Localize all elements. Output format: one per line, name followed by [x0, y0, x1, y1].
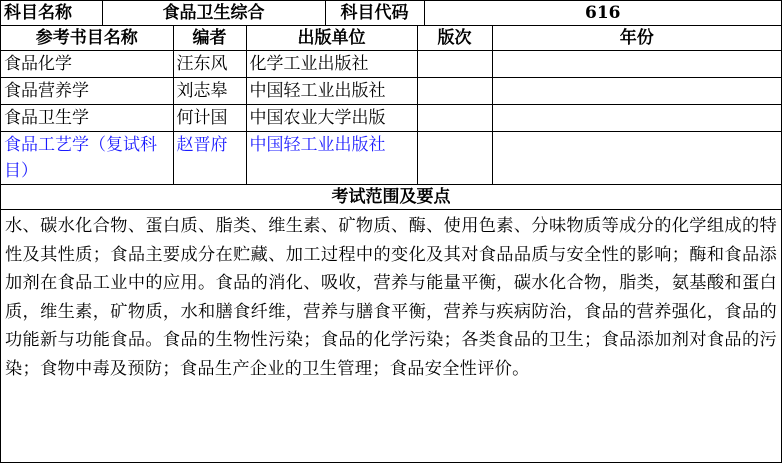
book-edition: [417, 78, 492, 105]
book-edition: [417, 132, 492, 185]
book-publisher: 中国轻工业出版社: [246, 78, 417, 105]
book-year: [492, 105, 781, 132]
table-row: [1, 78, 781, 105]
subject-code-label: 科目代码: [325, 1, 424, 26]
book-year: [492, 51, 781, 78]
table-row: [1, 51, 781, 78]
subject-name-label: 科目名称: [1, 1, 102, 26]
column-header-title: 参考书目名称: [1, 26, 173, 51]
column-header-publisher: 出版单位: [246, 26, 417, 51]
table-row: [1, 132, 781, 185]
scope-text: 水、碳水化合物、蛋白质、脂类、维生素、矿物质、酶、使用色素、分味物质等成分的化学组成的特性及其性质；食品主要成分在贮藏、加工过程中的变化及其对食品品质与安全性的影响；酶和食品添加剂在食品工业中的应用。食品的消化、吸收，营养与能量平衡，碳水化合物，脂类，氨基酸和蛋白质，维生素，矿物质，水和膳食纤维，营养与膳食平衡，营养与疾病防治，食品的营养强化，食品的功能新与功能食品。食品的生物性污染；食品的化学污染；各类食品的卫生；食品添加剂对食品的污染；食物中毒及预防；食品生产企业的卫生管理；食品安全性评价。: [5, 216, 777, 379]
subject-reference-table: [1, 1, 781, 26]
column-header-year: 年份: [492, 26, 781, 51]
subject-code-value: 616: [424, 1, 781, 26]
subject-header-row: [1, 1, 781, 26]
book-title: 食品卫生学: [1, 105, 173, 132]
book-editor: 何计国: [173, 105, 246, 132]
table-row: [1, 105, 781, 132]
reference-books-table: [1, 26, 781, 185]
book-editor: 汪东风: [173, 51, 246, 78]
column-header-edition: 版次: [417, 26, 492, 51]
book-publisher: 化学工业出版社: [246, 51, 417, 78]
book-year: [492, 78, 781, 105]
book-publisher: 中国轻工业出版社: [246, 132, 417, 185]
book-editor: 刘志皋: [173, 78, 246, 105]
scope-section-title: 考试范围及要点: [1, 185, 781, 210]
book-edition: [417, 51, 492, 78]
book-year: [492, 132, 781, 185]
reference-column-header-row: [1, 26, 781, 51]
book-publisher: 中国农业大学出版: [246, 105, 417, 132]
book-title: 食品营养学: [1, 78, 173, 105]
book-title: 食品工艺学（复试科目）: [1, 132, 173, 185]
column-header-editor: 编者: [173, 26, 246, 51]
book-edition: [417, 105, 492, 132]
book-title: 食品化学: [1, 51, 173, 78]
subject-name-value: 食品卫生综合: [102, 1, 325, 26]
book-editor: 赵晋府: [173, 132, 246, 185]
